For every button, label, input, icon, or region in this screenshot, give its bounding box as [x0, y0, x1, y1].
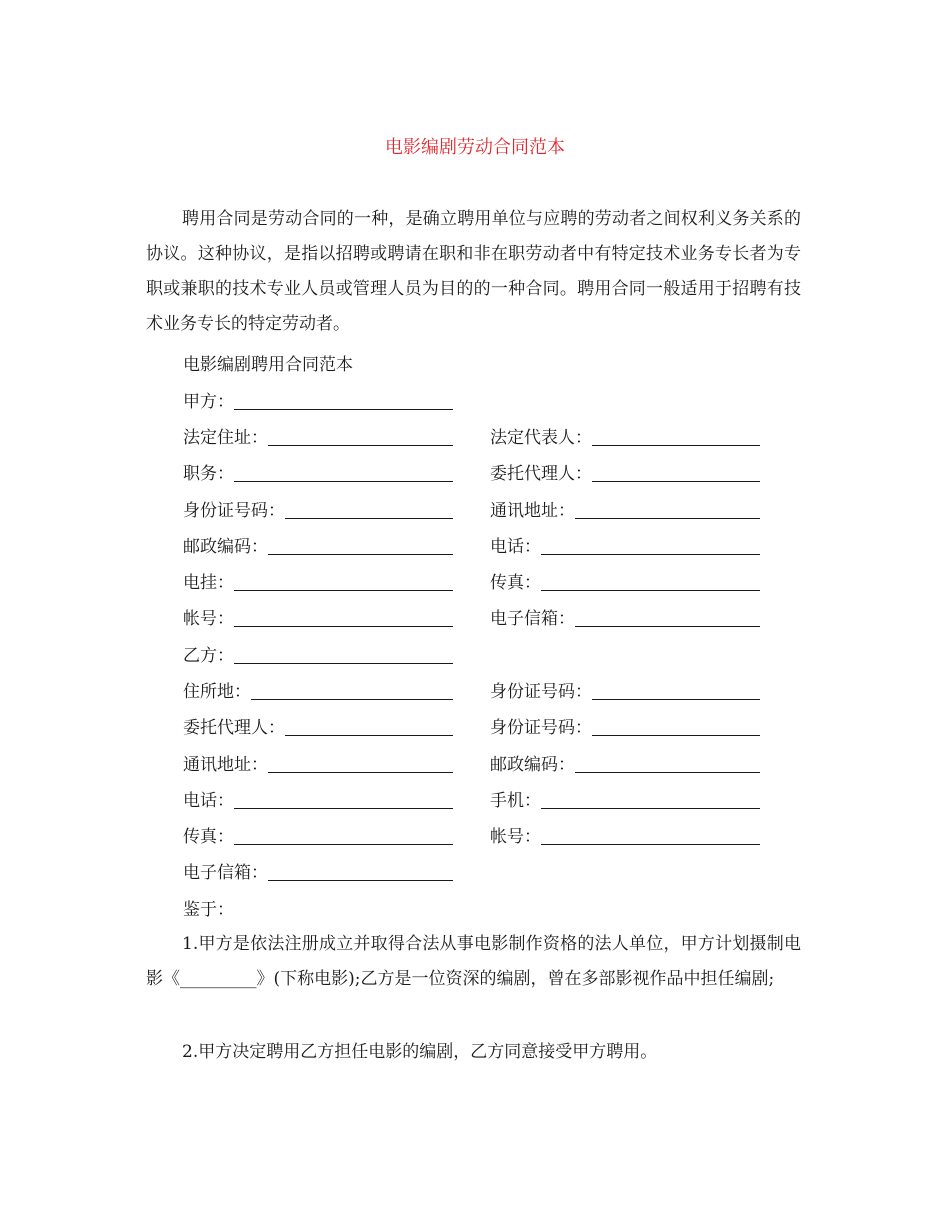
field-label: 通讯地址：: [490, 501, 575, 521]
party-b-mobile-field[interactable]: [490, 789, 760, 813]
party-b-phone-field[interactable]: [183, 789, 453, 813]
party-a-blank[interactable]: [234, 408, 453, 410]
party-b-mail-address-field[interactable]: [183, 753, 453, 777]
party-b-agent-id-field[interactable]: [490, 716, 760, 740]
field-label: 传真：: [183, 827, 234, 847]
party-a-field[interactable]: [183, 390, 453, 414]
party-a-account-field[interactable]: [183, 607, 453, 631]
field-blank[interactable]: [234, 807, 453, 809]
field-label: 电话：: [183, 791, 234, 811]
party-a-label: 甲方：: [183, 392, 234, 412]
party-b-field[interactable]: [183, 644, 453, 668]
party-a-phone-field[interactable]: [490, 535, 760, 559]
field-label: 住所地：: [183, 682, 251, 702]
party-b-postcode-field[interactable]: [490, 753, 760, 777]
field-blank[interactable]: [234, 625, 453, 627]
field-blank[interactable]: [268, 444, 453, 446]
field-label: 电子信箱：: [183, 863, 268, 883]
field-blank[interactable]: [592, 698, 760, 700]
field-blank[interactable]: [575, 771, 760, 773]
field-blank[interactable]: [285, 734, 453, 736]
field-blank[interactable]: [251, 698, 453, 700]
party-a-cable-field[interactable]: [183, 571, 453, 595]
field-label: 电话：: [490, 537, 541, 557]
party-a-legal-address-field[interactable]: [183, 426, 453, 450]
clause-2: 2.甲方决定聘用乙方担任电影的编剧，乙方同意接受甲方聘用。: [182, 1042, 658, 1062]
field-blank[interactable]: [541, 553, 760, 555]
party-a-id-field[interactable]: [183, 499, 453, 523]
field-blank[interactable]: [234, 843, 453, 845]
intro-paragraph: 聘用合同是劳动合同的一种，是确立聘用单位与应聘的劳动者之间权利义务关系的协议。这种协议，是指以招聘或聘请在职和非在职劳动者中有特定技术业务专长者为专职或兼职的技术专业人员或管理人员为目的的一种合同。聘用合同一般适用于招聘有技术业务专长的特定劳动者。: [146, 209, 801, 334]
party-b-label: 乙方：: [183, 646, 234, 666]
party-b-email-field[interactable]: [183, 861, 453, 885]
party-a-email-field[interactable]: [490, 607, 760, 631]
party-a-position-field[interactable]: [183, 462, 453, 486]
party-b-fax-field[interactable]: [183, 825, 453, 849]
party-b-account-field[interactable]: [490, 825, 760, 849]
field-blank[interactable]: [541, 843, 760, 845]
party-b-blank[interactable]: [234, 662, 453, 664]
party-a-fax-field[interactable]: [490, 571, 760, 595]
field-blank[interactable]: [234, 480, 453, 482]
field-blank[interactable]: [575, 517, 760, 519]
field-blank[interactable]: [268, 879, 453, 881]
field-label: 电挂：: [183, 573, 234, 593]
field-blank[interactable]: [285, 517, 453, 519]
field-label: 法定代表人：: [490, 428, 592, 448]
party-a-postcode-field[interactable]: [183, 535, 453, 559]
field-blank[interactable]: [592, 480, 760, 482]
field-label: 委托代理人：: [183, 718, 285, 738]
field-label: 身份证号码：: [490, 682, 592, 702]
document-title: 电影编剧劳动合同范本: [385, 137, 565, 158]
party-a-agent-field[interactable]: [490, 462, 760, 486]
field-label: 委托代理人：: [490, 464, 592, 484]
field-label: 职务：: [183, 464, 234, 484]
field-label: 身份证号码：: [183, 501, 285, 521]
field-blank[interactable]: [592, 444, 760, 446]
clause-1: 1.甲方是依法注册成立并取得合法从事电影制作资格的法人单位，甲方计划摄制电影《_________》(下称电影);乙方是一位资深的编剧，曾在多部影视作品中担任编剧;: [146, 934, 801, 989]
party-b-residence-field[interactable]: [183, 680, 453, 704]
party-a-legal-rep-field[interactable]: [490, 426, 760, 450]
field-blank[interactable]: [268, 771, 453, 773]
whereas-heading: 鉴于：: [183, 900, 234, 920]
field-label: 身份证号码：: [490, 718, 592, 738]
field-blank[interactable]: [541, 589, 760, 591]
field-label: 邮政编码：: [183, 537, 268, 557]
field-blank[interactable]: [541, 807, 760, 809]
party-a-mail-address-field[interactable]: [490, 499, 760, 523]
field-label: 帐号：: [183, 609, 234, 629]
field-label: 邮政编码：: [490, 755, 575, 775]
field-label: 传真：: [490, 573, 541, 593]
field-blank[interactable]: [592, 734, 760, 736]
field-blank[interactable]: [575, 625, 760, 627]
subtitle: 电影编剧聘用合同范本: [183, 355, 353, 375]
field-label: 法定住址：: [183, 428, 268, 448]
party-b-id-field[interactable]: [490, 680, 760, 704]
field-blank[interactable]: [268, 553, 453, 555]
field-label: 手机：: [490, 791, 541, 811]
party-b-agent-field[interactable]: [183, 716, 453, 740]
field-label: 电子信箱：: [490, 609, 575, 629]
field-label: 帐号：: [490, 827, 541, 847]
field-label: 通讯地址：: [183, 755, 268, 775]
field-blank[interactable]: [234, 589, 453, 591]
